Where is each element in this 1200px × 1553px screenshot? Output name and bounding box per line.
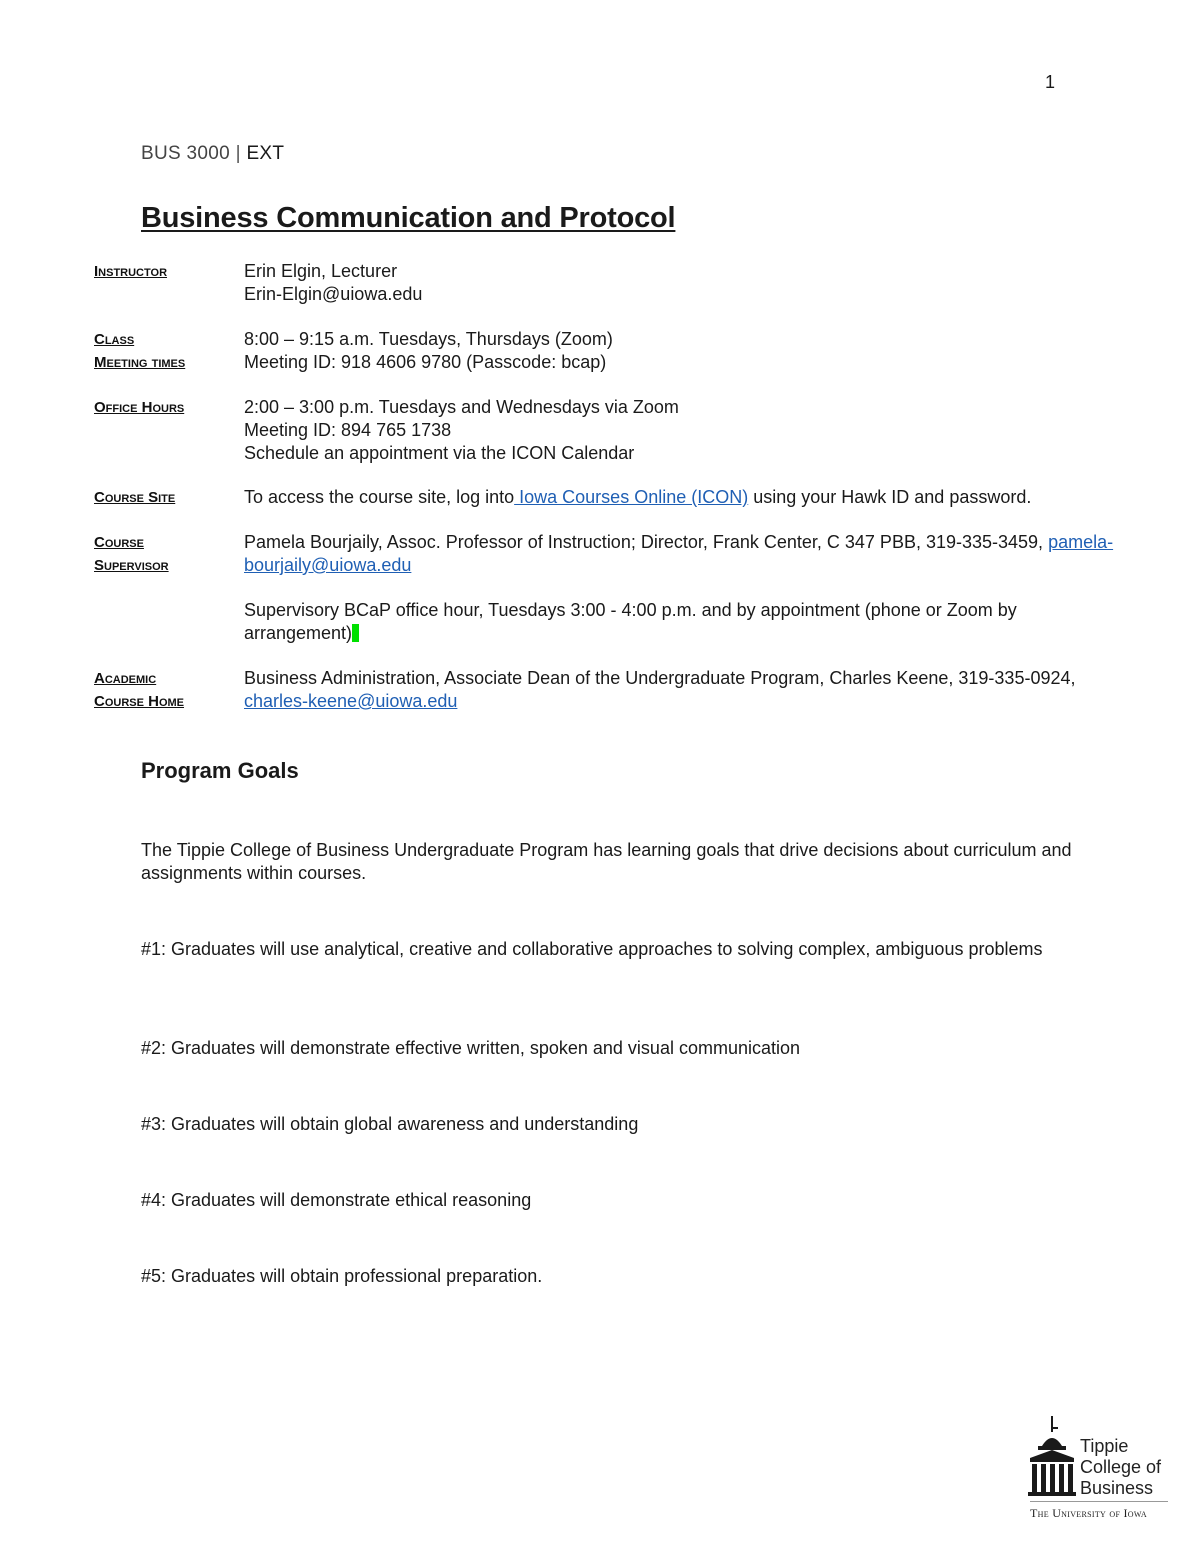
- supervisor-label-line-2: Supervisor: [94, 557, 169, 574]
- instructor-label: Instructor: [94, 263, 168, 280]
- class-meeting-info: [244, 328, 1114, 374]
- course-code: [141, 143, 284, 165]
- office-hours-schedule: Schedule an appointment via the ICON Calendar: [244, 443, 635, 463]
- instructor-info: [244, 260, 1114, 306]
- class-time: 8:00 – 9:15 a.m. Tuesdays, Thursdays (Zoom): [244, 329, 613, 349]
- logo-divider: [1030, 1501, 1168, 1502]
- goal-item: #5: Graduates will obtain professional preparation.: [141, 1266, 543, 1286]
- academic-label-line-2: Course Home: [94, 693, 185, 710]
- class-label-line-2: Meeting times: [94, 354, 186, 371]
- logo-line-2: College of: [1080, 1457, 1162, 1477]
- text-highlight-marker: [352, 624, 359, 642]
- office-hours-info: [244, 396, 1114, 465]
- logo-line-1: Tippie: [1080, 1436, 1129, 1456]
- instructor-name: Erin Elgin, Lecturer: [244, 261, 398, 281]
- supervisor-text: Pamela Bourjaily, Assoc. Professor of Instruction; Director, Frank Center, C 347 PBB, 319-335-3459,: [244, 532, 1049, 552]
- office-hours-time: 2:00 – 3:00 p.m. Tuesdays and Wednesdays via Zoom: [244, 397, 679, 417]
- supervisor-label-line-1: Course: [94, 534, 144, 551]
- office-hours-meeting-id: Meeting ID: 894 765 1738: [244, 420, 452, 440]
- page-number: 1: [1045, 72, 1056, 92]
- class-label-line-1: Class: [94, 331, 135, 348]
- logo-line-3: Business: [1080, 1478, 1154, 1498]
- course-code-separator: |: [235, 143, 241, 164]
- class-meeting-label: [94, 328, 234, 374]
- instructor-email: Erin-Elgin@uiowa.edu: [244, 284, 423, 304]
- course-site-text-after: using your Hawk ID and password.: [748, 487, 1032, 507]
- academic-label-line-1: Academic: [94, 670, 157, 687]
- goal-item: #3: Graduates will obtain global awareness and understanding: [141, 1114, 639, 1134]
- course-site-info: [244, 486, 1114, 509]
- goal-item: #1: Graduates will use analytical, creative and collaborative approaches to solving complex, ambiguous problems: [141, 939, 1043, 959]
- course-number: BUS 3000: [141, 143, 231, 164]
- academic-course-home-label: [94, 667, 234, 713]
- supervisor-office-hour-text: Supervisory BCaP office hour, Tuesdays 3:00 - 4:00 p.m. and by appointment (phone or Zoom by arrangement): [244, 600, 1017, 643]
- goal-item: #4: Graduates will demonstrate ethical reasoning: [141, 1190, 532, 1210]
- supervisor-office-hour: [244, 599, 1114, 645]
- office-hours-label: Office Hours: [94, 399, 185, 416]
- course-site-text-before: To access the course site, log into: [244, 487, 515, 507]
- course-supervisor-info: [244, 531, 1114, 577]
- academic-home-text: Business Administration, Associate Dean of the Undergraduate Program, Charles Keene, 319-335-0924,: [244, 668, 1076, 688]
- academic-course-home-info: [244, 667, 1114, 713]
- logo-university: The University of Iowa: [1030, 1506, 1147, 1520]
- document-title: Business Communication and Protocol: [141, 202, 676, 234]
- icon-link[interactable]: Iowa Courses Online (ICON): [514, 487, 749, 507]
- academic-email-link[interactable]: charles-keene@uiowa.edu: [244, 691, 458, 711]
- course-section: EXT: [246, 143, 285, 164]
- supervisor-email-link[interactable]: pamela-bourjaily@uiowa.edu: [244, 532, 1114, 575]
- goal-item: #2: Graduates will demonstrate effective written, spoken and visual communication: [141, 1038, 801, 1058]
- course-site-label: Course Site: [94, 489, 176, 506]
- course-supervisor-label: [94, 531, 234, 577]
- old-capitol-logo-icon: [1026, 1412, 1078, 1498]
- program-goals-intro: The Tippie College of Business Undergraduate Program has learning goals that drive decisions about curriculum and assignments within courses.: [141, 840, 1072, 883]
- class-meeting-id: Meeting ID: 918 4606 9780 (Passcode: bcap): [244, 352, 607, 372]
- program-goals-heading: Program Goals: [141, 758, 299, 783]
